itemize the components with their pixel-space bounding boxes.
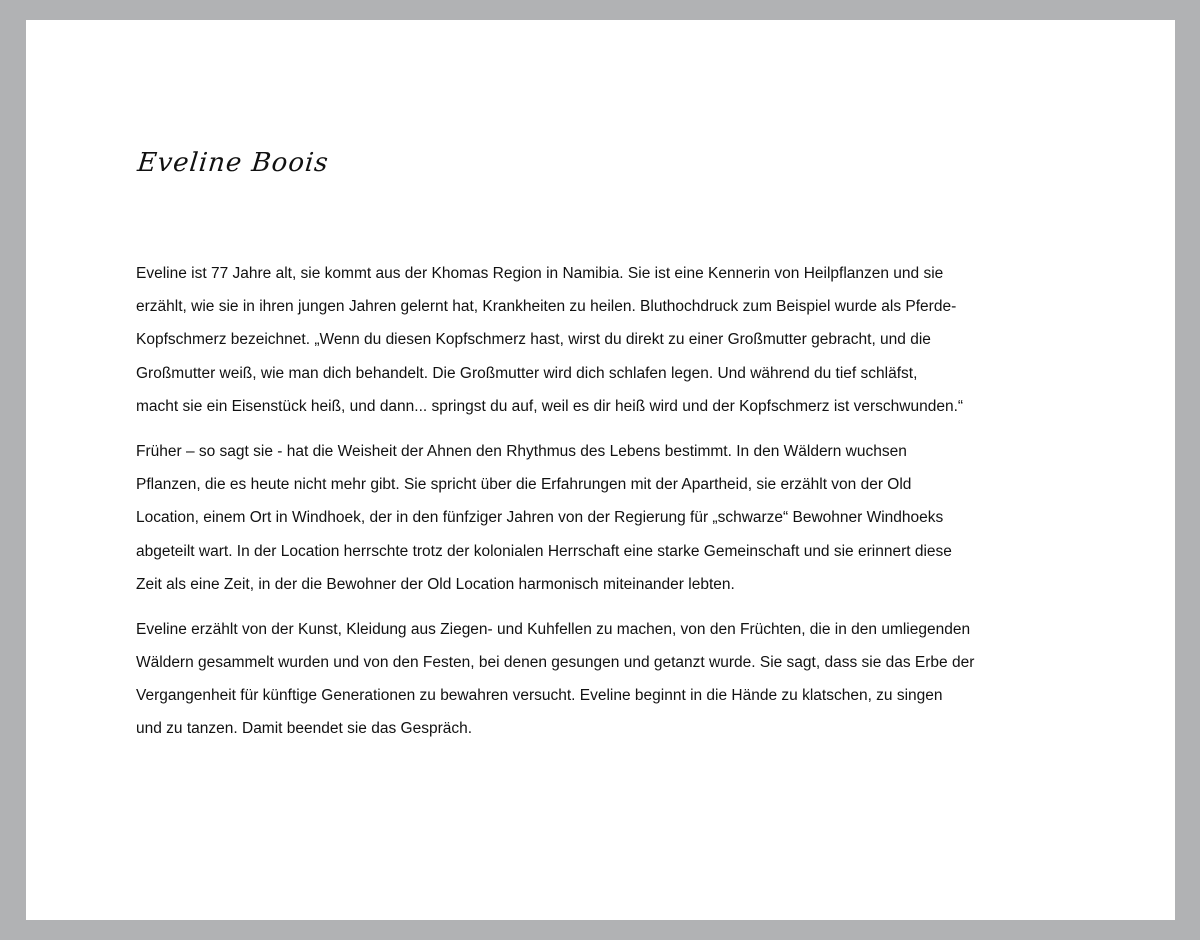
document-body [136, 257, 1036, 758]
paragraph-3 [136, 613, 1036, 746]
text-line: Kopfschmerz bezeichnet. „Wenn du diesen Kopfschmerz hast, wirst du direkt zu einer Großmutter gebracht, und die [136, 331, 931, 349]
text-line: Wäldern gesammelt wurden und von den Festen, bei denen gesungen und getanzt wurde. Sie sagt, dass sie das Erbe der [136, 654, 975, 672]
text-line: Eveline ist 77 Jahre alt, sie kommt aus der Khomas Region in Namibia. Sie ist eine Kennerin von Heilpflanzen und sie [136, 265, 944, 282]
document-title: Eveline Boois [136, 148, 331, 178]
paragraph-1 [136, 257, 1036, 423]
document-page [26, 20, 1175, 920]
paragraph-2 [136, 435, 1036, 601]
text-line: Eveline erzählt von der Kunst, Kleidung aus Ziegen- und Kuhfellen zu machen, von den Früchten, die in den umliegenden [136, 620, 971, 638]
text-line: abgeteilt wart. In der Location herrschte trotz der kolonialen Herrschaft eine starke Gemeinschaft und sie erinnert diese [136, 542, 952, 560]
text-line: Zeit als eine Zeit, in der die Bewohner der Old Location harmonisch miteinander lebten. [136, 575, 735, 593]
text-line: Großmutter weiß, wie man dich behandelt. Die Großmutter wird dich schlafen legen. Und während du tief schläfst, [136, 364, 918, 382]
text-line: und zu tanzen. Damit beendet sie das Gespräch. [136, 720, 473, 738]
text-line: macht sie ein Eisenstück heiß, und dann... springst du auf, weil es dir heiß wird und der Kopfschmerz ist verschwunden.“ [136, 397, 964, 415]
text-line: Location, einem Ort in Windhoek, der in den fünfziger Jahren von der Regierung für „schwarze“ Bewohner Windhoeks [136, 509, 944, 527]
text-line: Pflanzen, die es heute nicht mehr gibt. Sie spricht über die Erfahrungen mit der Apartheid, sie erzählt von der Old [136, 476, 912, 494]
text-line: erzählt, wie sie in ihren jungen Jahren gelernt hat, Krankheiten zu heilen. Bluthochdruck zum Beispiel wurde als Pferde- [136, 298, 957, 316]
text-line: Vergangenheit für künftige Generationen zu bewahren versucht. Eveline beginnt in die Hände zu klatschen, zu singen [136, 687, 943, 705]
text-line: Früher – so sagt sie - hat die Weisheit der Ahnen den Rhythmus des Lebens bestimmt. In den Wäldern wuchsen [136, 442, 907, 460]
